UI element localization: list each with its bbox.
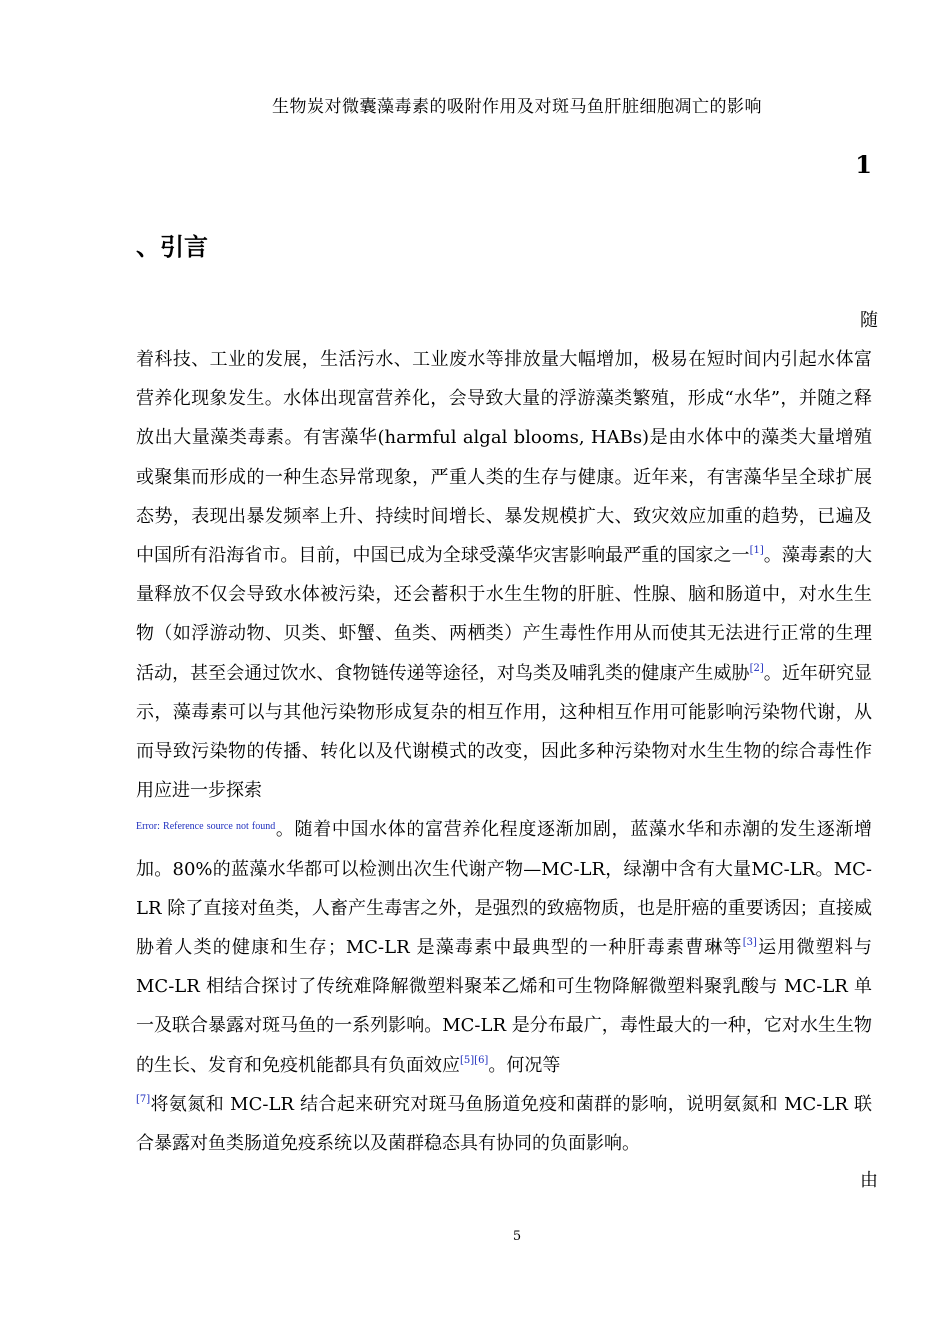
section-heading: 、引言 <box>136 233 208 261</box>
body-text-segment: 运用微塑料与 MC-LR 相结合探讨了传统难降解微塑料聚苯乙烯和可生物降解微塑料聚乳酸与 MC-LR 单一及联合暴露对斑马鱼的一系列影响。MC-LR 是分布最广，毒性最大的一种，它对水生生物的生长、发育和免疫机能都具有负面效应 <box>136 937 873 1076</box>
running-header-title: 生物炭对微囊藻毒素的吸附作用及对斑马鱼肝脏细胞凋亡的影响 <box>272 97 762 117</box>
body-text-segment: 。近年研究显示，藻毒素可以与其他污染物形成复杂的相互作用，这种相互作用可能影响污染物代谢，从而导致污染物的传播、转化以及代谢模式的改变，因此多种污染物对水生生物的综合毒性作用应进一步探索 <box>136 662 873 802</box>
citation-link[interactable]: [7] <box>136 1093 151 1105</box>
body-text-segment: 。藻毒素的大量释放不仅会导致水体被污染，还会蓄积于水生生物的肝脏、性腺、脑和肠道中，对水生生物（如浮游动物、贝类、虾蟹、鱼类、两栖类）产生毒性作用从而使其无法进行正常的生理活动，甚至会通过饮水、食物链传递等途径，对鸟类及哺乳类的健康产生威胁 <box>136 545 873 684</box>
body-text-segment: 。何况等 <box>488 1054 561 1076</box>
citation-link[interactable]: [3] <box>742 937 757 949</box>
citation-link[interactable]: [2] <box>749 662 764 674</box>
body-text-segment: 。随着中国水体的富营养化程度逐渐加剧，蓝藻水华和赤潮的发生逐渐增加。80%的蓝藻水华都可以检测出次生代谢产物—MC-LR，绿潮中含有大量MC-LR。MC-LR 除了直接对鱼类，人畜产生毒害之外，是强烈的致癌物质，也是肝癌的重要诱因；直接威胁着人类的健康和生存；MC-LR 是藻毒素中最典型的一种肝毒素曹琳等 <box>136 819 873 959</box>
next-paragraph-first-char: 由 <box>860 1170 878 1191</box>
paragraph-first-char: 随 <box>860 310 878 331</box>
citation-link[interactable]: [5][6] <box>460 1054 489 1066</box>
citation-link[interactable]: [1] <box>749 545 764 557</box>
body-paragraph <box>136 340 872 1163</box>
chapter-number: 1 <box>855 150 872 179</box>
body-text-segment: 将氨氮和 MC-LR 结合起来研究对斑马鱼肠道免疫和菌群的影响，说明氨氮和 MC-LR 联合暴露对鱼类肠道免疫系统以及菌群稳态具有协同的负面影响。 <box>136 1093 872 1155</box>
page-number: 5 <box>512 1229 522 1244</box>
broken-citation-link[interactable]: Error: Reference source not found <box>136 821 276 833</box>
body-text-segment: 着科技、工业的发展，生活污水、工业废水等排放量大幅增加，极易在短时间内引起水体富营养化现象发生。水体出现富营养化，会导致大量的浮游藻类繁殖，形成“水华”，并随之释放出大量藻类毒素。有害藻华(harmful algal blooms, HABs)是由水体中的藻类大量增殖或聚集而形成的一种生态异常现象，严重人类的生存与健康。近年来，有害藻华呈全球扩展态势，表现出暴发频率上升、持续时间增长、暴发规模扩大、致灾效应加重的趋势，已遍及中国所有沿海省市。目前，中国已成为全球受藻华灾害影响最严重的国家之一 <box>136 349 872 567</box>
